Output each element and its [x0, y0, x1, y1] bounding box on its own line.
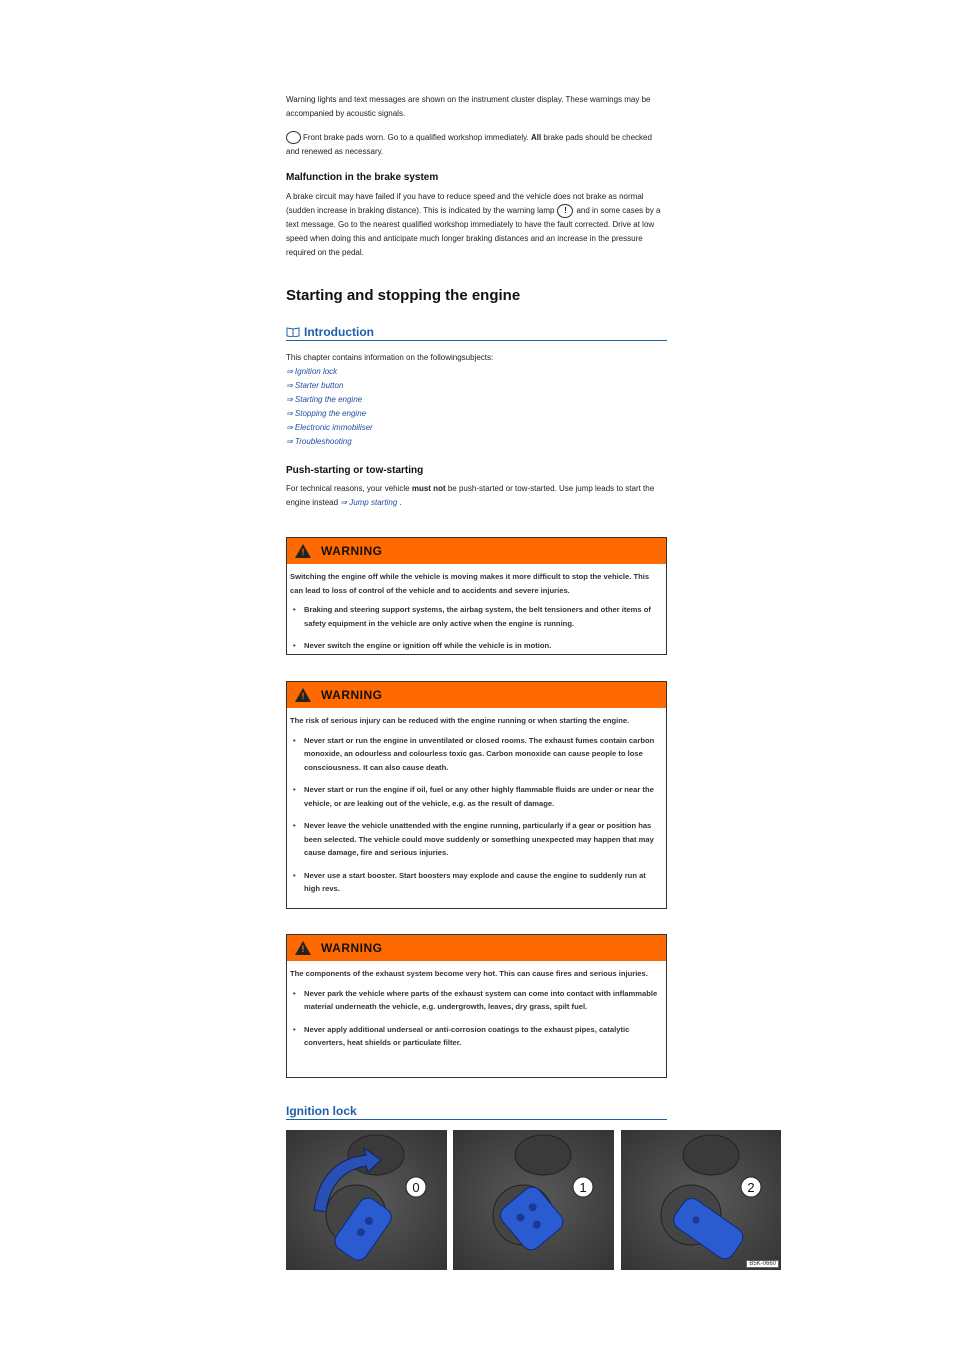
warning-item: • Never leave the vehicle unattended with the engine running, particularly if a gear or position has been selected. The vehicle could move suddenly or something unexpected may happen that may cause damage, fire and serious injuries.: [290, 819, 663, 860]
push-start-text-before: For technical reasons, your vehicle: [286, 484, 412, 493]
warning-title: WARNING: [321, 941, 383, 955]
ignition-panel-2: [621, 1130, 781, 1270]
malfunction-text-before: A brake circuit may have failed if you have to reduce speed and the vehicle does not brake as normal (sudden increase in braking distance). This is indicated by the warning lamp: [286, 192, 644, 216]
figure-code: B5K-0660: [746, 1260, 779, 1268]
warning-intro: The components of the exhaust system become very hot. This can cause fires and serious injuries.: [290, 969, 648, 978]
ignition-illustration-0: [286, 1130, 447, 1270]
ignition-panel-0: [286, 1130, 447, 1270]
brake-pad-text-before: Front brake pads worn. Go to a qualified workshop immediately.: [303, 133, 531, 142]
warning-triangle-icon: !: [295, 544, 311, 558]
malfunction-heading: Malfunction in the brake system: [286, 172, 439, 183]
warning-title: WARNING: [321, 688, 383, 702]
warning-header: [287, 538, 666, 564]
ignition-lock-figure: [286, 1130, 781, 1270]
page-title: Starting and stopping the engine: [286, 287, 521, 304]
push-start-text-after: .: [397, 498, 402, 507]
brake-warning-lamp-icon: !: [557, 204, 573, 218]
link-electronic-immobiliser[interactable]: ⇒ Electronic immobiliser: [286, 423, 373, 432]
link-starting-engine[interactable]: ⇒ Starting the engine: [286, 395, 363, 404]
warning-item: • Never park the vehicle where parts of the exhaust system can come into contact with inflammable material underneath the vehicle, e.g. undergrowth, leaves, dry grass, spilt fuel.: [290, 987, 663, 1014]
warning-header: [287, 935, 666, 961]
warning-item: • Never start or run the engine in unventilated or closed rooms. The exhaust fumes contain carbon monoxide, an odourless and colourless toxic gas. Carbon monoxide can cause people to lose consciousness. It can also cause death.: [290, 734, 663, 775]
ignition-panel-1: [453, 1130, 614, 1270]
position-label: 2: [747, 1180, 755, 1195]
book-icon: [286, 327, 300, 337]
warning-item: • Never apply additional underseal or anti-corrosion coatings to the exhaust pipes, catalytic converters, heat shields or particulate filter.: [290, 1023, 663, 1050]
warning-item: • Never switch the engine or ignition off while the vehicle is in motion.: [290, 639, 663, 653]
introduction-heading-label: Introduction: [304, 325, 374, 339]
push-start-paragraph: [286, 482, 667, 510]
warning-item: • Never use a start booster. Start boosters may explode and cause the engine to suddenly run at high revs.: [290, 869, 663, 896]
chapter-intro-text: This chapter contains information on the followingsubjects:: [286, 353, 494, 362]
brake-pad-paragraph: [286, 131, 667, 159]
brake-pad-icon: [286, 131, 301, 144]
chapter-contents: [286, 351, 667, 449]
warning-box: [286, 537, 667, 655]
position-label: 1: [579, 1180, 587, 1195]
intro-paragraph: Warning lights and text messages are shown on the instrument cluster display. These warnings may be accompanied by acoustic signals.: [286, 95, 651, 118]
warning-triangle-icon: !: [295, 941, 311, 955]
warning-item: • Braking and steering support systems, the airbag system, the belt tensioners and other items of safety equipment in the vehicle are only active when the engine is running.: [290, 603, 663, 630]
position-label: 0: [412, 1180, 420, 1195]
ignition-illustration-2: [621, 1130, 781, 1270]
warning-triangle-icon: !: [295, 688, 311, 702]
push-start-bold: must not: [411, 484, 446, 493]
chapter-links: [286, 365, 667, 449]
warning-intro: The risk of serious injury can be reduced with the engine running or when starting the engine.: [290, 716, 630, 725]
push-start-heading: Push-starting or tow-starting: [286, 465, 424, 476]
warning-box: [286, 681, 667, 909]
malfunction-paragraph: [286, 190, 667, 260]
ignition-illustration-1: [453, 1130, 614, 1270]
introduction-heading: [286, 325, 667, 341]
link-jump-starting[interactable]: ⇒ Jump starting: [340, 498, 398, 507]
link-ignition-lock[interactable]: ⇒ Ignition lock: [286, 367, 338, 376]
brake-pad-text-after: brake pads should be checked and renewed as necessary.: [286, 133, 652, 156]
link-starter-button[interactable]: ⇒ Starter button: [286, 381, 344, 390]
ignition-lock-heading: Ignition lock: [286, 1104, 667, 1120]
warning-header: [287, 682, 666, 708]
warning-box: [286, 934, 667, 1078]
link-stopping-engine[interactable]: ⇒ Stopping the engine: [286, 409, 367, 418]
warning-title: WARNING: [321, 544, 383, 558]
warning-intro: Switching the engine off while the vehicle is moving makes it more difficult to stop the vehicle. This can lead to loss of control of the vehicle and to accidents and severe injuries.: [290, 572, 650, 595]
link-troubleshooting[interactable]: ⇒ Troubleshooting: [286, 437, 352, 446]
warning-item: • Never start or run the engine if oil, fuel or any other highly flammable fluids are under or near the vehicle, or are leaking out of the vehicle, e.g. as the result of damage.: [290, 783, 663, 810]
malfunction-text-after: and in some cases by a text message. Go to the nearest qualified workshop immediately to have the fault corrected. Drive at low speed when doing this and anticipate much longer braking distances and an increase in the pressure required on the pedal.: [286, 206, 661, 258]
push-start-text-mid: be push-started or tow-started. Use jump leads to start the engine instead: [286, 484, 655, 507]
brake-pad-bold: All: [530, 133, 542, 142]
